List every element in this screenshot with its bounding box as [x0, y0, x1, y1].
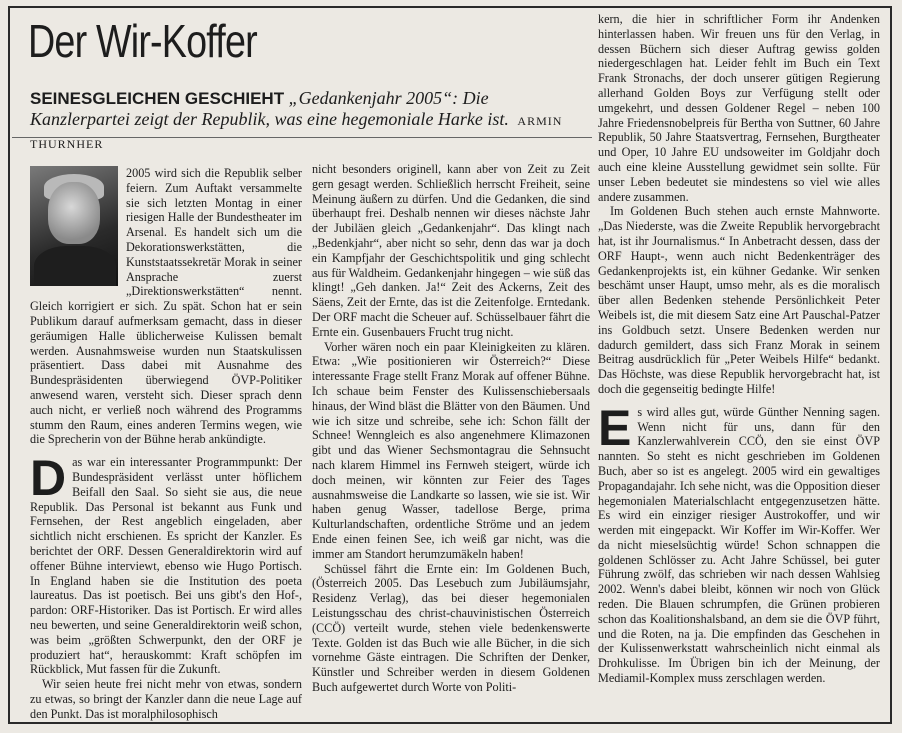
deck — [30, 88, 590, 155]
paragraph: nicht besonders originell, kann aber von Zeit zu Zeit gern gesagt werden. Schließlich herrscht Freiheit, seine Meinung äußern zu dürfen. Und die Gedanken, die sind überhaupt frei. Deshalb nennen wir dieses nächste Jahr der Jubiläen gleich „Gedankenjahr“. Das klingt nach „Bedenkjahr“, aber nicht so sehr, denn das war ja doch ein Kampfjahr der Geschichtspolitik und ging schlecht aus für Waldheim. Gedankenjahr hingegen – wie süß das klingt! „Geh danken. Ja!“ Zeit des Ackerns, Zeit des Säens, Zeit der Ernte, das ist die Zeitenfolge. Erntedank. Der ORF macht die Scheuer auf. Schüsselbauer fährt die Ernte ein. Gusenbauers Frucht trug nicht. — [312, 162, 590, 339]
column-2 — [312, 162, 590, 695]
author-photo — [30, 166, 118, 286]
dropcap: E — [598, 399, 632, 456]
column-3 — [598, 12, 880, 686]
paragraph-dropcap — [30, 450, 302, 677]
paragraph-dropcap — [598, 399, 880, 686]
column-1 — [30, 166, 302, 721]
paragraph-text: as war ein interessanter Programmpunkt: Der Bundespräsident verlässt unter höflichem Beifall den Saal. So sieht sie aus, die neue Republik. Das Personal ist bekannt aus Funk und Fernsehen, der Rest angeblich eingeladen, aber sichtlich nicht erschienen. Es spricht der Kanzler. Es berichtet der ORF. Dessen Generaldirektorin wird auf offener Bühne interviewt, ebenso wie Hugo Portisch. In England haben sie die Institution des poeta laureatus. Das ist poetisch. Bei uns gibt's den Hof-, pardon: ORF-Historiker. Das ist Portisch. Er wird alles neu bewerten, und seine Generaldirektorin weiß schon, was beim „größten Schwerpunkt, den der ORF je produziert hat“, herauskommt: Kraft schöpfen im Rückblick, Mut fassen für die Zukunft. — [30, 455, 302, 677]
paragraph: Im Goldenen Buch stehen auch ernste Mahnworte. „Das Niederste, was die Zweite Republik hervorgebracht hat, ist ihr Journalismus.“ In Anbetracht dessen, dass der ORF Haupt-, wenn auch nicht Bedenkenträger des Gedankenprojekts ist, ein kühner Gedanke. Wir senken beschämt unser Haupt, umso mehr, als es die moralisch über allen Bedenken stehende Persönlichkeit Peter Weibels ist, die mit diesem Satz eine Art Pauschal-Patzer ins Goldbuch setzt. Unsere Bedenken werden nur dadurch gemildert, dass sich Franz Morak in seinem Beitrag ausdrücklich für „Peter Weibels Hilfe“ bedankt. Das Höchste, was diese Republik hervorgebracht hat, ist doch die gegenseitig bedingte Hilfe! — [598, 204, 880, 396]
paragraph: Schüssel fährt die Ernte ein: Im Goldenen Buch, (Österreich 2005. Das Lesebuch zum Jubiläumsjahr, Residenz Verlag), das bei dieser hegemonialen Leistungsschau des christ-chauvinistischen Österreich (CCÖ) verteilt wurde, stehen viele bedenkenswerte Texte. Golden ist das Buch wie alle Bücher, in die sich vornehme Gäste eintragen. Die Schriften der Denker, Künstler und Schreiber werden in diesem Goldenen Buch aufgewertet durch Worte von Politi- — [312, 561, 590, 694]
deck-subtitle: „Gedankenjahr 2005“: Die Kanzlerpartei zeigt der Republik, was eine hegemoniale Harke ist. — [30, 88, 509, 129]
paragraph: 2005 wird sich die Republik selber feiern. Zum Auftakt versammelte sie sich letzten Montag in einer riesigen Halle der Bundestheater im Arsenal. Es handelt sich um die Dekorationswerkstätten, die Kunststaatssekretär Morak in seiner Ansprache zuerst „Direktionswerkstätten“ nennt. Gleich korrigiert er sich. Zu spät. Schon hat er sein Publikum darauf aufmerksam gemacht, dass in dieser geräumigen Halle üblicherweise Kulissen bemalt werden. Ausnahmsweise wurden nun Staatskulissen präsentiert. Dass dabei mit Ausnahme des Bundespräsidenten überwiegend ÖVP-Politiker anwesend waren, versteht sich. Dieser sprach denn auch nicht, er verließ noch während des Programms stumm den Raum, eines anderen Termins wegen, wie die Sprecherin von der Bühne herab ankündigte. — [30, 166, 302, 447]
author-byline: ARMIN THURNHER — [30, 114, 563, 151]
headline: Der Wir-Koffer — [28, 15, 257, 67]
dropcap: D — [30, 450, 67, 507]
kicker: SEINESGLEICHEN GESCHIEHT — [30, 89, 285, 108]
paragraph: kern, die hier in schriftlicher Form ihr Andenken hinterlassen haben. Wir freuen uns für den Verlag, in dessen Büchern sich dieser Auftrag gewiss golden niedergeschlagen hat. Leider fehlt im Buch ein Text Frank Stronachs, der doch unserer gütigen Regierung allerhand Golden Boys zur Verfügung stellt oder umgekehrt, und dessen Goldener Regel – neben 100 Jahre Friedensnobelpreis für Bertha von Suttner, 60 Jahre Republik, 50 Jahre Staatsvertrag, Fernsehen, Burgtheater und Oper, 10 Jahre EU undsoweiter im Goldjahr doch auch eine kleine Ausstellung gewidmet sein sollte. Für unser Leben bedeutet sie mindestens so viel wie alles andere zusammen. — [598, 12, 880, 204]
divider — [12, 137, 592, 138]
paragraph-text: s wird alles gut, würde Günther Nenning sagen. Wenn nicht für uns, dann für den Kanzlerwahlverein CCÖ, den sie einst ÖVP nannten. So steht es nicht geschrieben im Goldenen Buch, aber so ist es angelegt. 2005 wird ein gewaltiges Propagandajahr. Ich sehe nicht, was die Opposition dieser hegemonialen Materialschlacht entgegenzusetzen hätte. Es wird ein einziger riesiger Austrokoffer, und wir werden mit eingepackt. Wir Koffer im Wir-Koffer. Wer da nicht mieselsüchtig würde! Schon schnappen die goldenen Schlösser zu. Acht Jahre Schüssel, bei guter Führung zwölf, das schrieben wir nach dessen Wahlsieg 2002. Wenn's dabei bleibt, können wir noch von Glück reden. Die Blauen schrumpfen, die Grünen probieren schon das Koalitionshalsband, an dem sie die ÖVP führt, und die Roten, na ja. Die empfinden das Geschehen in der Kulissenwerkstatt wahrscheinlich nicht einmal als Drohkulisse. Im Übrigen bin ich der Meinung, der Mediamil-Komplex muss zerschlagen werden. — [598, 404, 880, 686]
paragraph: Wir seien heute frei nicht mehr von etwas, sondern zu etwas, so bringt der Kanzler dann die neue Lage auf den Punkt. Das ist moralphilosophisch — [30, 677, 302, 721]
paragraph: Vorher wären noch ein paar Kleinigkeiten zu klären. Etwa: „Wie positionieren wir Österreich?“ Diese interessante Frage stellt Franz Morak auf offener Bühne. Ich schaue beim Fenster des Kulissenschiebersaals hinaus, der Wind bläst die Blätter von den Bäumen. Und wie ich sitze und schreibe, sehe ich: Schon fällt der Schnee! Wenngleich es also angenehmere Klimazonen gibt und das Wiener Sechsmontagrau die Sehnsucht nach klarem Himmel ins Fernweh steigert, würde ich doch meinen, wir könnten zur Feier des Tages ausnahmsweise die Landkarte so lassen, wie sie ist. Wir haben genug Wasser, tadellose Berge, prima Kulturlandschaften, ordentliche Ströme und an jedem Ende einen feinen See, ich weiß gar nicht, was die immer am Standort herumzumäkeln haben! — [312, 339, 590, 561]
